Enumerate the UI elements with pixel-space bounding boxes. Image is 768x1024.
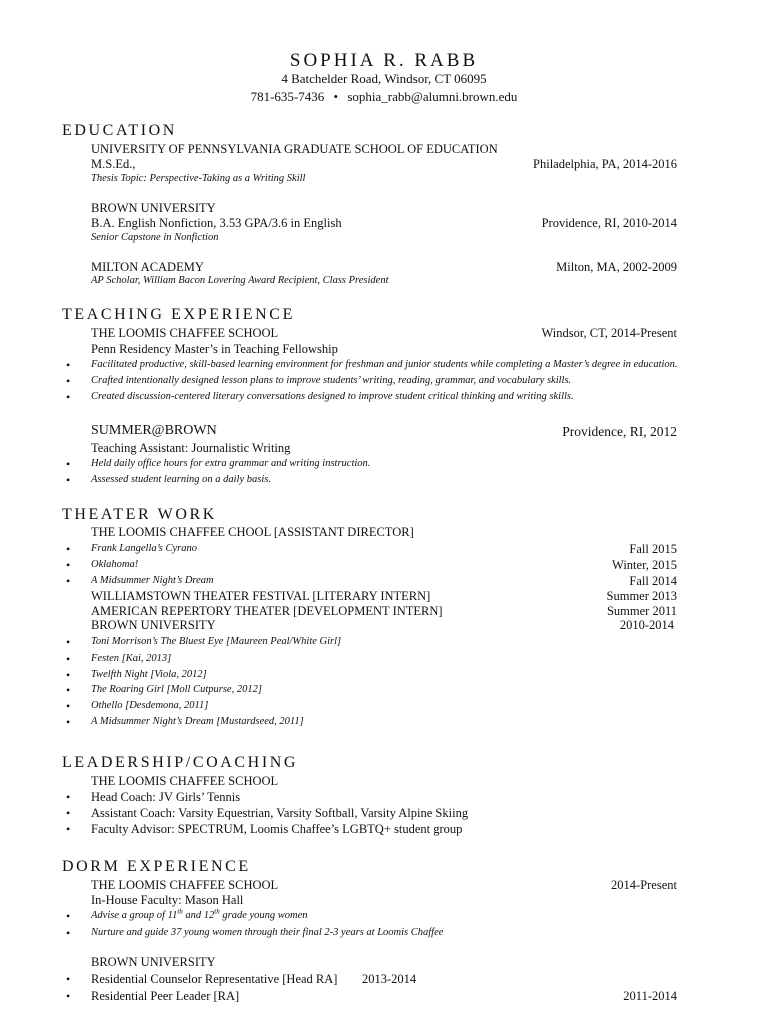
leadership-heading: LEADERSHIP/COACHING: [62, 754, 299, 771]
theater-item-date: Winter, 2015: [612, 558, 677, 572]
bullet-icon: •: [66, 473, 71, 487]
theater-item: Frank Langella’s Cyrano: [91, 543, 197, 554]
role-item: Othello [Desdemona, 2011]: [91, 700, 209, 711]
bullet-icon: •: [66, 457, 71, 471]
brown-school: BROWN UNIVERSITY: [91, 201, 216, 215]
williamstown-title: WILLIAMSTOWN THEATER FESTIVAL [LITERARY INTERN]: [91, 589, 431, 603]
leadership-school: THE LOOMIS CHAFFEE SCHOOL: [91, 774, 279, 788]
dorm-heading: DORM EXPERIENCE: [62, 858, 251, 875]
address: 4 Batchelder Road, Windsor, CT 06095: [281, 71, 487, 86]
dorm-brown-item: Residential Peer Leader [RA]: [91, 989, 240, 1003]
summer-bullet: Assessed student learning on a daily basis.: [91, 474, 271, 485]
williamstown-date: Summer 2013: [606, 589, 677, 603]
bullet-icon: •: [66, 790, 71, 804]
dorm-bullet: Nurture and guide 37 young women through their final 2-3 years at Loomis Chaffee: [91, 927, 444, 938]
penn-location-date: Philadelphia, PA, 2014-2016: [533, 157, 677, 171]
bullet-icon: •: [66, 989, 71, 1003]
theater-item-date: Fall 2015: [629, 542, 677, 556]
teaching-bullet: Facilitated productive, skill-based learning environment for freshman and junior students while completing a Master’s degree in education.: [91, 359, 678, 370]
dorm-bullet-part: and 12: [182, 910, 215, 921]
leadership-item: Head Coach: JV Girls’ Tennis: [91, 790, 241, 804]
email[interactable]: sophia_rabb@alumni.brown.edu: [347, 89, 518, 104]
theater-item: Oklahoma!: [91, 559, 139, 570]
loomis-teaching-location-date: Windsor, CT, 2014-Present: [541, 326, 677, 340]
theater-item: A Midsummer Night’s Dream: [91, 575, 214, 586]
teaching-bullet: Crafted intentionally designed lesson plans to improve students’ writing, reading, grammar, and vocabulary skills.: [91, 375, 572, 386]
penn-degree: M.S.Ed.,: [91, 157, 136, 171]
dorm-brown-item-date: 2013-2014: [362, 972, 417, 986]
dorm-loomis-school: THE LOOMIS CHAFFEE SCHOOL: [91, 878, 279, 892]
bullet-icon: •: [66, 542, 71, 556]
bullet-icon: •: [66, 715, 71, 729]
bullet-icon: •: [66, 374, 71, 388]
resume-name: SOPHIA R. RABB: [289, 50, 479, 71]
theater-brown-title: BROWN UNIVERSITY: [91, 618, 216, 632]
dorm-bullet: [91, 907, 308, 922]
milton-school: MILTON ACADEMY: [91, 260, 204, 274]
role-item: A Midsummer Night’s Dream [Mustardseed, 2011]: [91, 716, 304, 727]
role-item: Toni Morrison’s The Bluest Eye [Maureen Peal/White Girl]: [91, 636, 342, 647]
role-item: The Roaring Girl [Moll Cutpurse, 2012]: [91, 684, 262, 695]
summer-role: Teaching Assistant: Journalistic Writing: [91, 441, 291, 455]
dorm-brown-item: Residential Counselor Representative [Head RA]: [91, 972, 338, 986]
bullet-icon: •: [66, 909, 71, 923]
role-item: Twelfth Night [Viola, 2012]: [91, 669, 207, 680]
bullet-icon: •: [66, 390, 71, 404]
penn-thesis: Thesis Topic: Perspective-Taking as a Writing Skill: [91, 173, 306, 184]
bullet-icon: •: [66, 652, 71, 666]
ordinal-suffix: th: [177, 907, 183, 916]
contact-line: [0, 90, 768, 103]
bullet-icon: •: [66, 683, 71, 697]
dorm-bullet-part: grade young women: [219, 910, 308, 921]
art-date: Summer 2011: [606, 604, 677, 618]
theater-loomis-title: THE LOOMIS CHAFFEE CHOOL [ASSISTANT DIRECTOR]: [91, 525, 414, 539]
penn-school: UNIVERSITY OF PENNSYLVANIA GRADUATE SCHOOL OF EDUCATION: [91, 142, 498, 156]
theater-heading: THEATER WORK: [62, 506, 217, 523]
dorm-brown-school: BROWN UNIVERSITY: [91, 955, 216, 969]
milton-location-date: Milton, MA, 2002-2009: [556, 260, 677, 274]
brown-note: Senior Capstone in Nonfiction: [91, 232, 219, 243]
brown-degree: B.A. English Nonfiction, 3.53 GPA/3.6 in English: [91, 216, 342, 230]
role-item: Festen [Kai, 2013]: [91, 653, 172, 664]
bullet-icon: •: [66, 806, 71, 820]
dorm-brown-item-date: 2011-2014: [623, 989, 677, 1003]
loomis-teaching-role: Penn Residency Master’s in Teaching Fellowship: [91, 342, 338, 356]
bullet-icon: •: [66, 668, 71, 682]
bullet-icon: •: [66, 574, 71, 588]
milton-note: AP Scholar, William Bacon Lovering Award Recipient, Class President: [91, 275, 389, 286]
bullet-icon: •: [66, 822, 71, 836]
bullet-icon: •: [66, 635, 71, 649]
bullet-icon: •: [66, 558, 71, 572]
brown-location-date: Providence, RI, 2010-2014: [541, 216, 677, 230]
summer-school: SUMMER@BROWN: [91, 423, 217, 438]
bullet-icon: •: [66, 926, 71, 940]
summer-bullet: Held daily office hours for extra grammar and writing instruction.: [91, 458, 371, 469]
summer-location-date: Providence, RI, 2012: [562, 424, 677, 439]
dorm-loomis-role: In-House Faculty: Mason Hall: [91, 893, 244, 907]
education-heading: EDUCATION: [62, 122, 177, 139]
teaching-heading: TEACHING EXPERIENCE: [62, 306, 295, 323]
dorm-loomis-date: 2014-Present: [611, 878, 677, 892]
theater-brown-date: 2010-2014: [619, 618, 674, 632]
leadership-item: Faculty Advisor: SPECTRUM, Loomis Chaffee’s LGBTQ+ student group: [91, 822, 463, 836]
loomis-teaching-school: THE LOOMIS CHAFFEE SCHOOL: [91, 326, 279, 340]
dorm-bullet-part: Advise a group of 11: [91, 910, 178, 921]
contact-separator: •: [333, 89, 339, 104]
phone: 781-635-7436: [250, 89, 325, 104]
art-title: AMERICAN REPERTORY THEATER [DEVELOPMENT INTERN]: [91, 604, 443, 618]
teaching-bullet: Created discussion-centered literary conversations designed to improve student critical thinking and writing skills.: [91, 391, 574, 402]
bullet-icon: •: [66, 699, 71, 713]
bullet-icon: •: [66, 972, 71, 986]
bullet-icon: •: [66, 358, 71, 372]
ordinal-suffix: th: [214, 907, 220, 916]
theater-item-date: Fall 2014: [629, 574, 677, 588]
leadership-item: Assistant Coach: Varsity Equestrian, Varsity Softball, Varsity Alpine Skiing: [91, 806, 469, 820]
